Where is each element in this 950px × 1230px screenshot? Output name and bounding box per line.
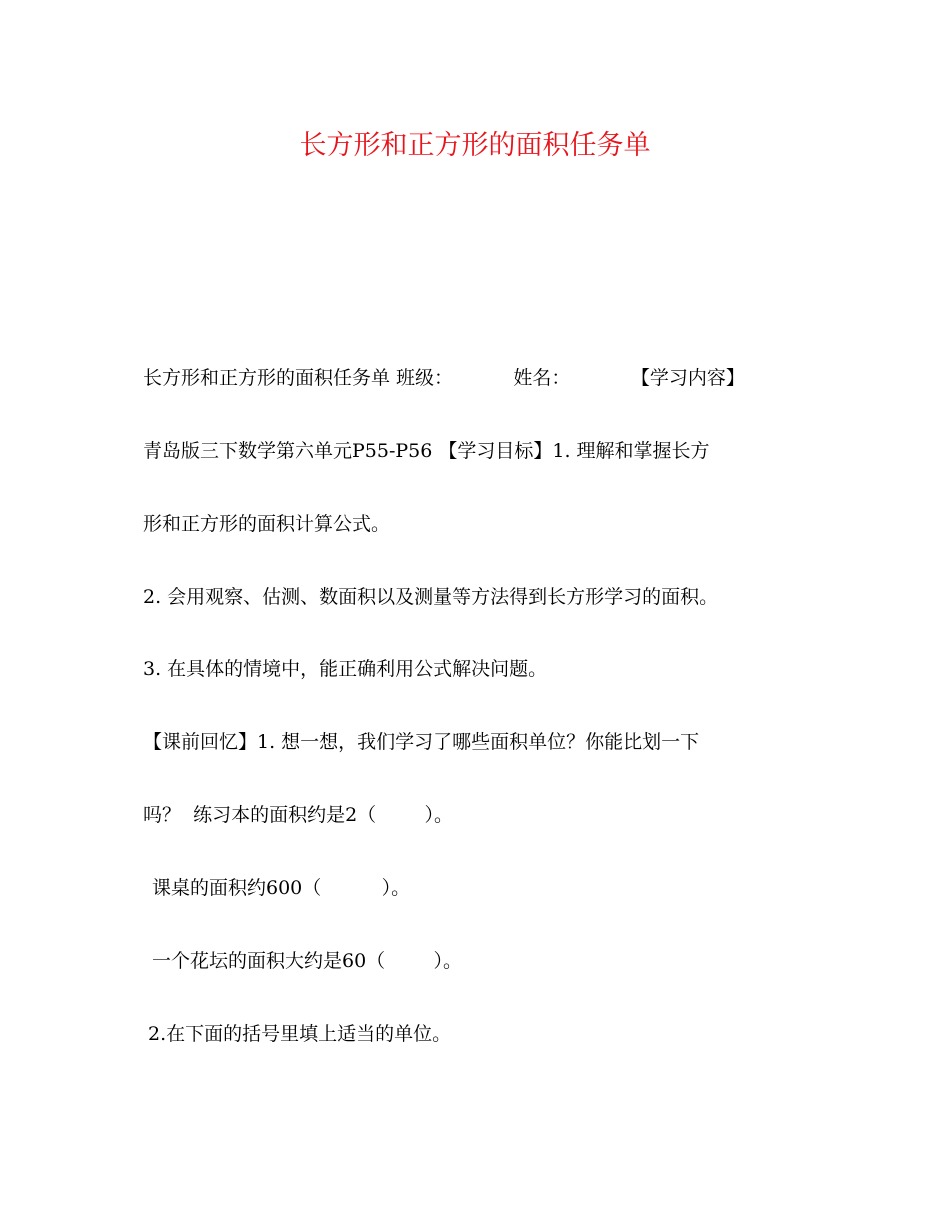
goals-line-2: 形和正方形的面积计算公式。	[143, 513, 391, 535]
review-fill-2: 课桌的面积约600（ ）。	[152, 877, 411, 899]
review-question-2: 2.在下面的括号里填上适当的单位。	[148, 1023, 452, 1045]
review-question-1: 【课前回忆】1. 想一想，我们学习了哪些面积单位？你能比划一下	[143, 731, 700, 753]
review-fill-3: 一个花坛的面积大约是60（ ）。	[152, 950, 462, 972]
info-line: 长方形和正方形的面积任务单 班级： 姓名： 【学习内容】	[143, 367, 745, 389]
goal-item-2: 2. 会用观察、估测、数面积以及测量等方法得到长方形学习的面积。	[143, 586, 719, 608]
document-title: 长方形和正方形的面积任务单	[299, 130, 651, 161]
goal-item-3: 3. 在具体的情境中，能正确利用公式解决问题。	[143, 658, 548, 680]
review-fill-1: 吗？ 练习本的面积约是2（ ）。	[143, 804, 453, 826]
goals-line-1: 青岛版三下数学第六单元P55-P56 【学习目标】1. 理解和掌握长方	[143, 440, 710, 462]
